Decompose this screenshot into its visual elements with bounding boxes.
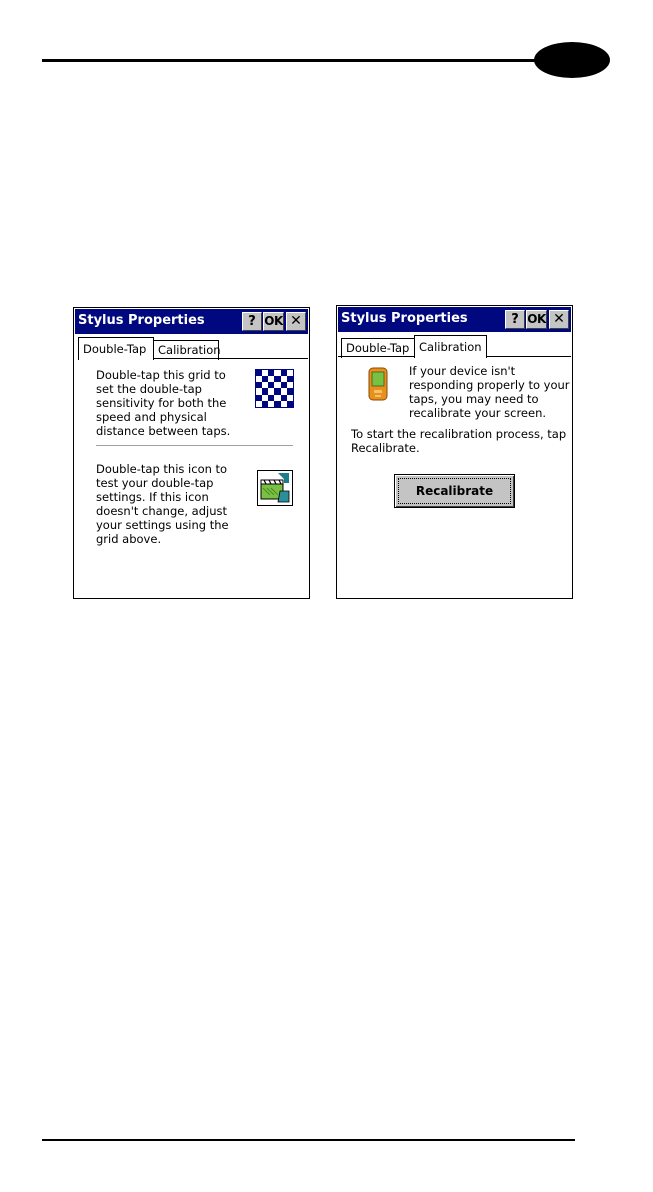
stylus-properties-window-double-tap — [73, 307, 310, 599]
help-button[interactable]: ? — [242, 312, 262, 331]
text-line: sensitivity for both the — [96, 396, 227, 410]
grid-instructions — [96, 368, 230, 438]
tab-double-tap[interactable]: Double-Tap — [341, 338, 415, 358]
text-line: grid above. — [96, 532, 162, 546]
tab-strip — [341, 334, 572, 358]
text-line: distance between taps. — [96, 424, 231, 438]
tab-double-tap[interactable]: Double-Tap — [78, 337, 154, 360]
text-line: If your device isn't — [409, 364, 516, 378]
calibration-info — [409, 364, 570, 420]
tab-panel-top-border — [154, 358, 308, 359]
close-button[interactable]: ✕ — [549, 310, 569, 329]
chapter-tab-oval — [534, 42, 610, 78]
icon-instructions — [96, 462, 229, 546]
ok-button[interactable]: OK — [526, 310, 547, 329]
text-line: responding properly to your — [409, 378, 570, 392]
recalibrate-button[interactable]: Recalibrate — [394, 474, 515, 508]
text-line: doesn't change, adjust — [96, 504, 227, 518]
text-line: recalibrate your screen. — [409, 406, 547, 420]
clapperboard-test-icon[interactable] — [257, 470, 293, 506]
pda-device-icon — [367, 367, 389, 401]
title-bar — [338, 307, 571, 332]
close-button[interactable]: ✕ — [286, 312, 306, 331]
text-line: taps, you may need to — [409, 392, 539, 406]
footer-rule — [42, 1139, 575, 1141]
separator — [96, 445, 293, 446]
text-line: Recalibrate. — [351, 441, 420, 455]
grid-cell — [287, 401, 293, 407]
header-rule — [42, 59, 537, 62]
stylus-properties-window-calibration — [336, 305, 573, 599]
text-line: test your double-tap — [96, 476, 214, 490]
text-line: set the double-tap — [96, 382, 202, 396]
tab-calibration[interactable]: Calibration — [153, 340, 219, 360]
checkerboard-grid-icon[interactable] — [255, 369, 294, 408]
tab-calibration[interactable]: Calibration — [414, 335, 487, 358]
ok-button[interactable]: OK — [263, 312, 284, 331]
window-title: Stylus Properties — [341, 311, 468, 326]
tab-panel-top-border-right — [487, 356, 571, 357]
recalibration-instructions — [351, 427, 566, 455]
tab-strip — [78, 336, 309, 360]
text-line: Double-tap this grid to — [96, 368, 226, 382]
help-button[interactable]: ? — [505, 310, 525, 329]
text-line: To start the recalibration process, tap — [351, 427, 567, 441]
text-line: Double-tap this icon to — [96, 462, 228, 476]
title-bar — [75, 309, 308, 334]
window-title: Stylus Properties — [78, 313, 205, 328]
text-line: speed and physical — [96, 410, 207, 424]
text-line: your settings using the — [96, 518, 229, 532]
tab-panel-top-border-left — [338, 356, 414, 357]
text-line: settings. If this icon — [96, 490, 209, 504]
